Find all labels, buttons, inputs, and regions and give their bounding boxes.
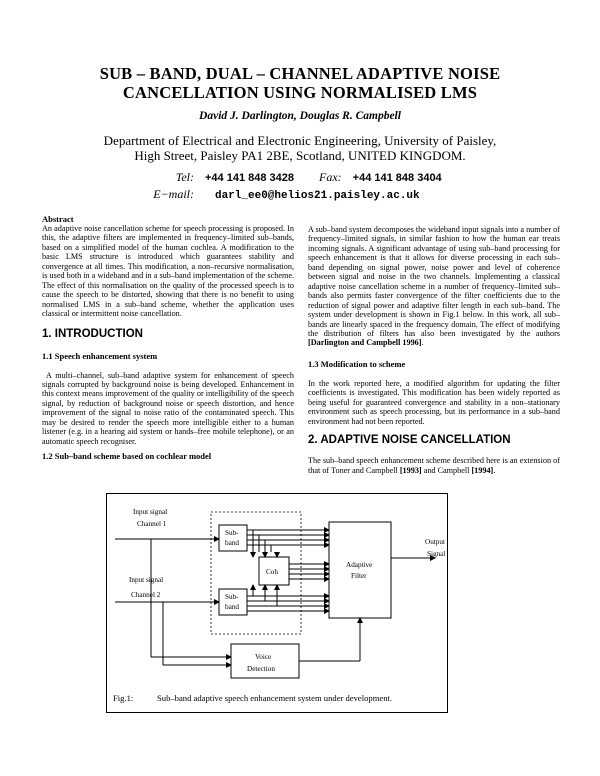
tel-label: Tel: xyxy=(175,170,194,184)
section-2-text-c: . xyxy=(493,465,496,475)
output-line1: Output xyxy=(425,538,445,546)
subband1-line2: band xyxy=(225,539,239,547)
section-2-text-b: and Campbell xyxy=(421,465,472,475)
right-column xyxy=(308,225,560,475)
ch2-subband-lines xyxy=(247,585,329,611)
output-line2: Signal xyxy=(427,550,446,558)
adaptive-line2: Filter xyxy=(351,572,367,580)
voice-line2: Detection xyxy=(247,665,275,673)
input2-label-line2: Channel 2 xyxy=(131,591,161,599)
right-para-1-text: A sub–band system decomposes the wideband input signals into a number of frequency–limited signals, in similar fashion to how the human ear treats incoming signals. A significant advantage of using sub–band processing for speech enhancement is that it allows for diverse processing in each sub–band depending on signal power, noise power and level of coherence between signal and noise in the two channels. Implementing a classical adaptive noise cancellation scheme in a number of frequency–limited sub–bands also permits faster convergence of the filter coefficients due to the reduction of signal power and adaptive filter length in each sub–band. The system under development is shown in Fig.1 below. In this work, all sub–bands are linearly spaced in the frequency domain. The effect of modifying the distribution of filters has also been investigated by the authors xyxy=(308,225,560,338)
fax-value: +44 141 848 3404 xyxy=(352,172,442,184)
paper-title xyxy=(60,64,540,102)
coh-label: Coh xyxy=(266,568,278,576)
right-para-1-end: . xyxy=(421,338,424,348)
input1-label-line1: Input signal xyxy=(133,508,168,516)
figure-1 xyxy=(106,493,448,713)
title-line-2: CANCELLATION USING NORMALISED LMS xyxy=(122,83,478,102)
email-label: E−mail: xyxy=(153,187,194,201)
citation-1994: [1994] xyxy=(471,465,494,475)
adaptive-line1: Adaptive xyxy=(346,561,373,569)
subsection-1-3-heading: 1.3 Modification to scheme xyxy=(308,358,406,369)
affiliation-line-2: High Street, Paisley PA1 2BE, Scotland, UNITED KINGDOM. xyxy=(134,148,466,163)
affiliation-line-1: Department of Electrical and Electronic Engineering, University of Paisley, xyxy=(103,133,497,148)
caption-text: Sub–band adaptive speech enhancement system under development. xyxy=(157,693,393,703)
citation-darlington: [Darlington and Campbell 1996] xyxy=(308,338,422,348)
fax-label: Fax: xyxy=(319,170,342,184)
subsection-1-1-text: A multi–channel, sub–band adaptive system for enhancement of speech signals corrupted by background noise is being developed. Enhancement in this context means improvement of the quality or intelligibility of the speech signal, by reduction of background noise or speech distortion, and hence improvement of the signal to noise ratio of the contaminated speech. This may be desired to render the speech more intelligible either to a human listener (e.g. in a hearing aid system or hands–free mobile telephone), or an automatic speech recogniser. xyxy=(42,370,294,446)
subsection-1-3-text: In the work reported here, a modified algorithm for updating the filter coefficients is investigated. This modification has been widely reported as being useful for guaranteed convergence and stability in a non–stationary environment such as speech processing, but its performance in a sub–band environment had not been reported. xyxy=(308,378,560,426)
authors: David J. Darlington, Douglas R. Campbell xyxy=(199,110,401,122)
subsection-1-2-heading: 1.2 Sub–band scheme based on cochlear model xyxy=(42,451,212,462)
tel-value: +44 141 848 3428 xyxy=(205,172,295,184)
subband2-line1: Sub- xyxy=(225,593,239,601)
subband1-line1: Sub- xyxy=(225,529,239,537)
section-1-heading: 1. INTRODUCTION xyxy=(42,327,143,340)
email-value: darl_ee0@helios21.paisley.ac.uk xyxy=(215,190,420,202)
subband2-line2: band xyxy=(225,603,239,611)
abstract-heading: Abstract xyxy=(42,214,74,224)
title-line-1: SUB – BAND, DUAL – CHANNEL ADAPTIVE NOISE xyxy=(99,64,501,83)
coh-output-lines xyxy=(289,564,329,579)
input2-label-line1: Input signal xyxy=(129,576,164,584)
input1-label-line2: Channel 1 xyxy=(137,520,167,528)
abstract-text: An adaptive noise cancellation scheme for speech processing is proposed. In this, the adaptive filters are implemented in frequency–limited sub–bands, based on a simplified model of the human cochlea. A modification to the basic LMS structure is introduced which guarantees stability and convergence at all times. This modification, a non–recursive normalisation, is used both in a wideband and in a sub–band implementation of the scheme. The effect of this normalisation on the quality of the processed speech is to cause the speech to be distorted, showing that there is no benefit to using normalised LMS in a sub–band scheme, whether the application uses classical or intermittent noise cancellation. xyxy=(42,224,294,319)
adaptive-filter-block xyxy=(329,522,391,618)
block-diagram xyxy=(107,494,447,712)
affiliation xyxy=(60,133,540,163)
section-2-text-a: The sub–band speech enhancement scheme described here is an extension of that of Toner and Campbell xyxy=(308,456,560,475)
section-2-text xyxy=(308,456,560,475)
subsection-1-1-heading: 1.1 Speech enhancement system xyxy=(42,350,158,361)
citation-1993: [1993] xyxy=(399,465,422,475)
voice-line1: Voice xyxy=(255,653,272,661)
ch1-subband-lines xyxy=(247,530,329,557)
caption-label: Fig.1: xyxy=(113,693,134,703)
right-para-1 xyxy=(308,225,560,348)
section-2-heading: 2. ADAPTIVE NOISE CANCELLATION xyxy=(308,434,511,447)
contact-block xyxy=(148,170,442,203)
left-column xyxy=(42,214,294,461)
